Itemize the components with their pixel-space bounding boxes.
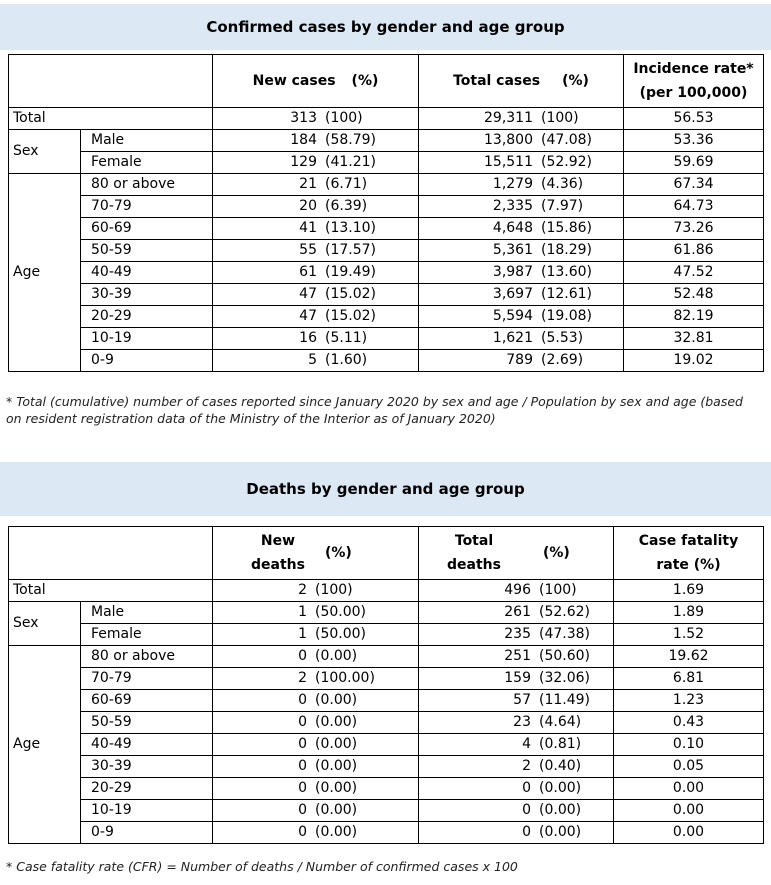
total-count-split [419, 108, 623, 129]
total-percent: (100) [541, 110, 579, 126]
table-row [9, 624, 764, 646]
new-count: 20 [299, 198, 317, 214]
total-count-split [419, 284, 623, 305]
rate-cell: 52.48 [624, 284, 764, 306]
total-count-split [419, 130, 623, 151]
new-count: 0 [298, 736, 307, 752]
confirmed-cases-body [9, 108, 764, 372]
header-case-fatality-rate: Case fatality rate (%) [614, 527, 764, 580]
new-count-split [213, 668, 418, 689]
total-count: 2,335 [492, 198, 533, 214]
new-count-split [213, 580, 418, 601]
new-count-split [213, 306, 418, 327]
rate-cell: 32.81 [624, 328, 764, 350]
rate-cell: 6.81 [614, 668, 764, 690]
rate-cell: 82.19 [624, 306, 764, 328]
table-row [9, 668, 764, 690]
total-count-cell [419, 778, 614, 800]
new-percent: (100.00) [315, 670, 375, 686]
rate-cell: 19.62 [614, 646, 764, 668]
new-count-cell [213, 624, 419, 646]
row-label: 20-29 [81, 306, 213, 328]
table-row [9, 580, 764, 602]
rate-cell: 1.52 [614, 624, 764, 646]
total-count-split [419, 262, 623, 283]
incidence-footnote: * Total (cumulative) number of cases reported since January 2020 by sex and age / Population by sex and age (based on resident registration data of the Ministry of the Interior as of January 2020) [6, 394, 743, 426]
total-count-split [419, 350, 623, 371]
new-count: 313 [290, 110, 317, 126]
total-count-cell [419, 130, 624, 152]
new-percent: (0.00) [315, 736, 358, 752]
total-count-split [419, 668, 613, 689]
total-count-split [419, 328, 623, 349]
table-row [9, 130, 764, 152]
total-percent: (4.64) [539, 714, 582, 730]
total-count-split [419, 624, 613, 645]
new-count-split [213, 152, 418, 173]
total-percent: (0.00) [539, 780, 582, 796]
new-percent: (15.02) [325, 308, 377, 324]
total-count-split [419, 712, 613, 733]
new-percent: (6.71) [325, 176, 368, 192]
rate-cell: 0.10 [614, 734, 764, 756]
new-count-cell [213, 712, 419, 734]
new-percent: (17.57) [325, 242, 377, 258]
new-count-cell [213, 668, 419, 690]
table-row [9, 108, 764, 130]
new-count: 0 [298, 780, 307, 796]
total-percent: (4.36) [541, 176, 584, 192]
total-percent: (47.38) [539, 626, 591, 642]
total-count: 789 [506, 352, 533, 368]
new-percent: (0.00) [315, 714, 358, 730]
total-percent: (2.69) [541, 352, 584, 368]
rate-cell: 19.02 [624, 350, 764, 372]
total-count-cell [419, 646, 614, 668]
new-count-cell [213, 218, 419, 240]
table-row [9, 712, 764, 734]
total-count-split [419, 800, 613, 821]
total-count-cell [419, 284, 624, 306]
new-count-split [213, 174, 418, 195]
confirmed-cases-title [0, 4, 771, 50]
new-count-split [213, 108, 418, 129]
total-count: 0 [522, 824, 531, 840]
row-label: 40-49 [81, 262, 213, 284]
new-count-cell [213, 240, 419, 262]
total-count: 261 [504, 604, 531, 620]
total-percent: (19.08) [541, 308, 593, 324]
new-count: 47 [299, 286, 317, 302]
rate-cell: 0.00 [614, 800, 764, 822]
total-percent: (0.00) [539, 802, 582, 818]
new-count-split [213, 646, 418, 667]
total-count-cell [419, 218, 624, 240]
row-group-total: Total [9, 580, 213, 602]
total-count-cell [419, 712, 614, 734]
confirmed-cases-table [8, 54, 764, 372]
total-percent: (5.53) [541, 330, 584, 346]
cfr-footnote: * Case fatality rate (CFR) = Number of deaths / Number of confirmed cases x 100 [6, 859, 518, 874]
table-row [9, 756, 764, 778]
table-row [9, 306, 764, 328]
new-percent: (50.00) [315, 626, 367, 642]
new-count: 0 [298, 648, 307, 664]
new-count-cell [213, 174, 419, 196]
table-row [9, 350, 764, 372]
table-row [9, 800, 764, 822]
total-count-cell [419, 690, 614, 712]
total-count: 57 [513, 692, 531, 708]
new-count: 55 [299, 242, 317, 258]
row-label: 0-9 [81, 350, 213, 372]
total-percent: (15.86) [541, 220, 593, 236]
new-percent: (0.00) [315, 648, 358, 664]
table-row [9, 734, 764, 756]
new-count: 21 [299, 176, 317, 192]
rate-cell: 1.69 [614, 580, 764, 602]
new-count: 0 [298, 802, 307, 818]
total-percent: (0.00) [539, 824, 582, 840]
row-label: 50-59 [81, 240, 213, 262]
new-count-cell [213, 306, 419, 328]
new-count-cell [213, 196, 419, 218]
new-count: 0 [298, 824, 307, 840]
total-count: 0 [522, 780, 531, 796]
new-count-split [213, 800, 418, 821]
table-row [9, 778, 764, 800]
new-count-cell [213, 690, 419, 712]
new-count: 41 [299, 220, 317, 236]
total-count-split [419, 196, 623, 217]
row-label: Male [81, 602, 213, 624]
total-count: 251 [504, 648, 531, 664]
new-count-split [213, 822, 418, 843]
total-count-cell [419, 328, 624, 350]
row-group-age: Age [9, 174, 81, 372]
row-label: 80 or above [81, 174, 213, 196]
total-percent: (12.61) [541, 286, 593, 302]
header-total-cases: Total cases (%) [419, 55, 624, 108]
row-group-age: Age [9, 646, 81, 844]
new-count-cell [213, 822, 419, 844]
new-count-cell [213, 328, 419, 350]
total-count-cell [419, 602, 614, 624]
total-count: 3,697 [492, 286, 533, 302]
table-row [9, 240, 764, 262]
total-count-cell [419, 262, 624, 284]
new-count-cell [213, 130, 419, 152]
new-count: 47 [299, 308, 317, 324]
new-count-split [213, 712, 418, 733]
new-count: 1 [298, 626, 307, 642]
total-count-split [419, 756, 613, 777]
new-count: 0 [298, 692, 307, 708]
total-percent: (50.60) [539, 648, 591, 664]
new-count-cell [213, 778, 419, 800]
table-row [9, 822, 764, 844]
rate-cell: 0.05 [614, 756, 764, 778]
table-row [9, 174, 764, 196]
total-count: 3,987 [492, 264, 533, 280]
total-percent: (0.40) [539, 758, 582, 774]
total-count: 159 [504, 670, 531, 686]
new-percent: (19.49) [325, 264, 377, 280]
new-count-cell [213, 756, 419, 778]
new-count-cell [213, 580, 419, 602]
total-count-cell [419, 350, 624, 372]
new-percent: (50.00) [315, 604, 367, 620]
row-label: 80 or above [81, 646, 213, 668]
total-count: 1,621 [492, 330, 533, 346]
rate-cell: 61.86 [624, 240, 764, 262]
total-count: 15,511 [484, 154, 533, 170]
table-row [9, 218, 764, 240]
deaths-body [9, 580, 764, 844]
row-label: 60-69 [81, 690, 213, 712]
new-count: 61 [299, 264, 317, 280]
total-percent: (13.60) [541, 264, 593, 280]
new-count-cell [213, 350, 419, 372]
rate-cell: 0.43 [614, 712, 764, 734]
total-count-split [419, 690, 613, 711]
new-count-cell [213, 152, 419, 174]
new-percent: (0.00) [315, 780, 358, 796]
new-count-split [213, 624, 418, 645]
new-percent: (1.60) [325, 352, 368, 368]
table-row [9, 602, 764, 624]
new-percent: (5.11) [325, 330, 368, 346]
total-count-cell [419, 152, 624, 174]
rate-cell: 0.00 [614, 778, 764, 800]
new-count-split [213, 778, 418, 799]
table-row [9, 328, 764, 350]
total-count-split [419, 734, 613, 755]
total-count: 0 [522, 802, 531, 818]
new-percent: (0.00) [315, 758, 358, 774]
rate-cell: 64.73 [624, 196, 764, 218]
total-percent: (47.08) [541, 132, 593, 148]
total-percent: (52.92) [541, 154, 593, 170]
rate-cell: 53.36 [624, 130, 764, 152]
new-count-split [213, 328, 418, 349]
total-count-split [419, 306, 623, 327]
header-total-deaths: Total deaths (%) [419, 527, 614, 580]
header-new-cases: New cases (%) [213, 55, 419, 108]
total-count-split [419, 602, 613, 623]
total-count: 235 [504, 626, 531, 642]
total-count: 5,594 [492, 308, 533, 324]
total-count-split [419, 778, 613, 799]
new-count: 16 [299, 330, 317, 346]
total-count-cell [419, 240, 624, 262]
total-percent: (100) [539, 582, 577, 598]
rate-cell: 47.52 [624, 262, 764, 284]
row-label: 30-39 [81, 284, 213, 306]
confirmed-cases-title-text: Confirmed cases by gender and age group [206, 18, 565, 36]
table-row [9, 690, 764, 712]
total-count-cell [419, 800, 614, 822]
new-count-split [213, 262, 418, 283]
new-count-split [213, 756, 418, 777]
total-count-cell [419, 668, 614, 690]
new-count-cell [213, 800, 419, 822]
new-percent: (100) [315, 582, 353, 598]
total-count-cell [419, 624, 614, 646]
new-count-split [213, 218, 418, 239]
new-count: 2 [298, 582, 307, 598]
new-count-cell [213, 284, 419, 306]
new-percent: (0.00) [315, 692, 358, 708]
new-count: 184 [290, 132, 317, 148]
new-count-split [213, 196, 418, 217]
total-count-split [419, 646, 613, 667]
total-count: 23 [513, 714, 531, 730]
total-count-cell [419, 108, 624, 130]
total-count: 1,279 [492, 176, 533, 192]
row-label: Female [81, 624, 213, 646]
total-count-split [419, 822, 613, 843]
total-percent: (7.97) [541, 198, 584, 214]
total-count-cell [419, 756, 614, 778]
rate-cell: 56.53 [624, 108, 764, 130]
row-label: 0-9 [81, 822, 213, 844]
row-label: 60-69 [81, 218, 213, 240]
new-count-split [213, 130, 418, 151]
rate-cell: 67.34 [624, 174, 764, 196]
total-count: 5,361 [492, 242, 533, 258]
new-count-split [213, 240, 418, 261]
new-count-split [213, 284, 418, 305]
rate-cell: 0.00 [614, 822, 764, 844]
row-label: 40-49 [81, 734, 213, 756]
total-count-cell [419, 196, 624, 218]
total-percent: (18.29) [541, 242, 593, 258]
total-count-cell [419, 174, 624, 196]
total-count-split [419, 152, 623, 173]
new-count: 2 [298, 670, 307, 686]
row-group-sex: Sex [9, 130, 81, 174]
total-count-split [419, 580, 613, 601]
total-percent: (52.62) [539, 604, 591, 620]
header-incidence-rate: Incidence rate* (per 100,000) [624, 55, 764, 108]
new-percent: (15.02) [325, 286, 377, 302]
new-percent: (0.00) [315, 802, 358, 818]
row-label: 10-19 [81, 328, 213, 350]
table-row [9, 152, 764, 174]
deaths-table [8, 526, 764, 844]
new-count: 0 [298, 758, 307, 774]
total-count-cell [419, 822, 614, 844]
header-new-deaths: New deaths (%) [213, 527, 419, 580]
new-count-split [213, 690, 418, 711]
new-percent: (13.10) [325, 220, 377, 236]
row-label: 10-19 [81, 800, 213, 822]
new-percent: (0.00) [315, 824, 358, 840]
new-count: 1 [298, 604, 307, 620]
total-count: 4,648 [492, 220, 533, 236]
total-count: 4 [522, 736, 531, 752]
deaths-title-text: Deaths by gender and age group [246, 480, 525, 498]
new-percent: (58.79) [325, 132, 377, 148]
new-count-cell [213, 734, 419, 756]
row-label: Male [81, 130, 213, 152]
table-row [9, 196, 764, 218]
deaths-title [0, 462, 771, 516]
header-blank [9, 55, 213, 108]
total-percent: (32.06) [539, 670, 591, 686]
table-header-row [9, 55, 764, 108]
table-row [9, 646, 764, 668]
total-percent: (0.81) [539, 736, 582, 752]
row-label: 70-79 [81, 196, 213, 218]
rate-cell: 73.26 [624, 218, 764, 240]
table-header-row [9, 527, 764, 580]
new-count: 129 [290, 154, 317, 170]
total-count-split [419, 218, 623, 239]
total-count: 13,800 [484, 132, 533, 148]
header-blank [9, 527, 213, 580]
total-count: 2 [522, 758, 531, 774]
row-label: 70-79 [81, 668, 213, 690]
new-count-cell [213, 646, 419, 668]
rate-cell: 1.23 [614, 690, 764, 712]
total-count-split [419, 174, 623, 195]
new-percent: (100) [325, 110, 363, 126]
rate-cell: 59.69 [624, 152, 764, 174]
total-count: 496 [504, 582, 531, 598]
table-row [9, 262, 764, 284]
new-count-cell [213, 262, 419, 284]
new-count-split [213, 350, 418, 371]
total-count-cell [419, 734, 614, 756]
new-count: 5 [308, 352, 317, 368]
row-label: 30-39 [81, 756, 213, 778]
row-label: 20-29 [81, 778, 213, 800]
row-group-sex: Sex [9, 602, 81, 646]
new-count-cell [213, 108, 419, 130]
rate-cell: 1.89 [614, 602, 764, 624]
new-count: 0 [298, 714, 307, 730]
total-count: 29,311 [484, 110, 533, 126]
row-group-total: Total [9, 108, 213, 130]
new-percent: (41.21) [325, 154, 377, 170]
total-count-cell [419, 580, 614, 602]
row-label: 50-59 [81, 712, 213, 734]
total-percent: (11.49) [539, 692, 591, 708]
new-count-split [213, 602, 418, 623]
total-count-split [419, 240, 623, 261]
row-label: Female [81, 152, 213, 174]
new-count-cell [213, 602, 419, 624]
total-count-cell [419, 306, 624, 328]
new-count-split [213, 734, 418, 755]
new-percent: (6.39) [325, 198, 368, 214]
table-row [9, 284, 764, 306]
